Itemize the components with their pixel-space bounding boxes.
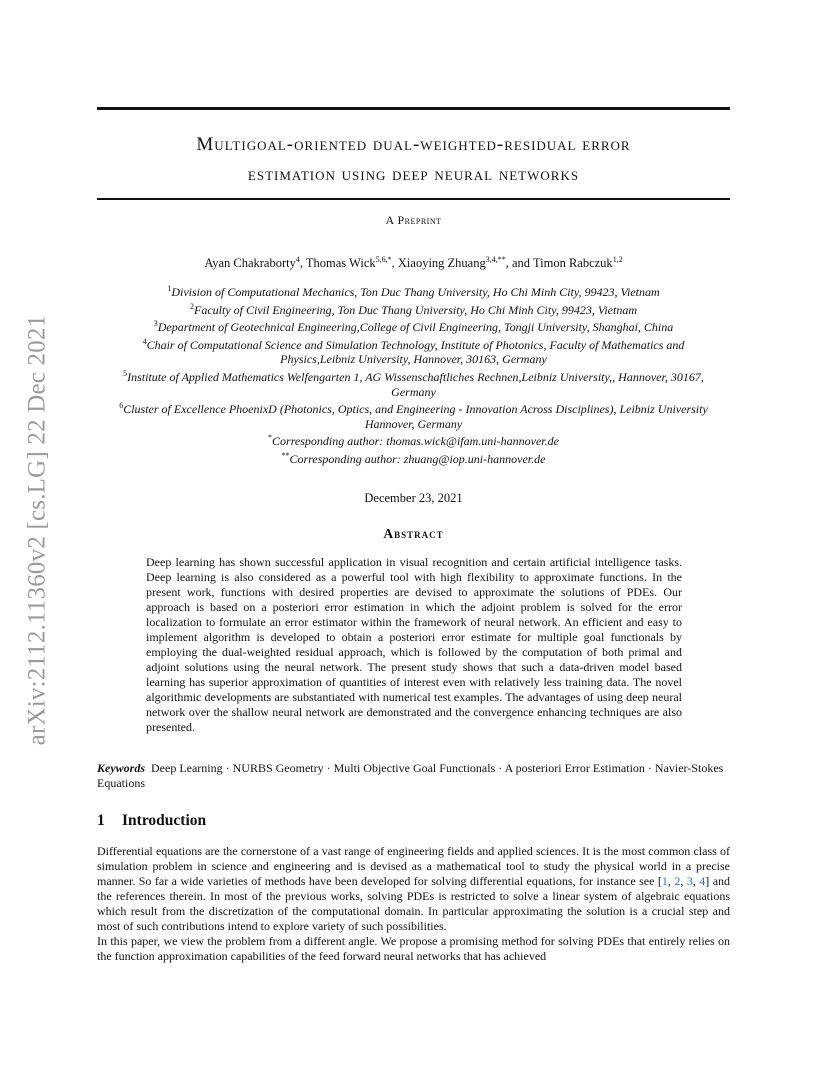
keywords	[97, 761, 730, 791]
arxiv-identifier-text: arXiv:2112.11360v2 [cs.LG] 22 Dec 2021	[23, 314, 51, 746]
affiliation	[105, 335, 722, 367]
keywords-text: Deep Learning · NURBS Geometry · Multi Objective Goal Functionals · A posteriori Error Estimation · Navier-Stokes Equations	[97, 761, 724, 790]
affiliation-marker: *	[268, 433, 273, 443]
author-name: Ayan Chakraborty	[204, 256, 296, 271]
section-title: Introduction	[122, 812, 207, 829]
abstract-heading: Abstract	[383, 526, 444, 541]
title-bottom-rule	[97, 198, 730, 200]
title-top-rule	[97, 107, 730, 110]
affiliation-text: Chair of Computational Science and Simulation Technology, Institute of Photonics, Faculty of Mathematics and Physics,Leibniz University, Hannover, 30163, Germany	[146, 337, 685, 367]
affiliation-marker: 3	[153, 319, 158, 329]
corresponding-author-text: Corresponding author: thomas.wick@ifam.uni-hannover.de	[272, 434, 559, 449]
author-superscript: 5,6,*	[375, 255, 392, 264]
affiliation-marker: 5	[123, 368, 128, 378]
citation-link[interactable]: 1	[661, 874, 668, 888]
paragraph-text: ] and the references therein. In most of the previous works, solving PDEs is restricted to solve a linear system of algebraic equations which result from the discretization of the computational domain. In particular approximating the solution is a crucial step and most of such contributions intend to explore variety of such possibilities.	[97, 874, 731, 933]
affiliation	[105, 399, 722, 431]
corresponding-author	[105, 431, 722, 449]
citation-link[interactable]: 3	[686, 874, 693, 888]
affiliation-list	[105, 282, 722, 467]
author-superscript: 3,4,**	[485, 255, 506, 264]
preprint-label: A Preprint	[385, 213, 442, 227]
corresponding-author	[105, 449, 722, 467]
introduction-body	[97, 844, 730, 964]
affiliation-marker: 1	[167, 284, 172, 293]
affiliation	[105, 317, 722, 335]
paragraph-text: Differential equations are the cornerstone of a vast range of engineering fields and applied sciences. It is the most common class of simulation problem in science and engineering and is devised as a mathematical tool to study the physical world in a precise manner. So far a wide varieties of methods have been developed for solving differential equations, for instance see [	[97, 844, 730, 888]
affiliation-text: Faculty of Civil Engineering, Ton Duc Thang University, Ho Chi Minh City, 99423, Vietnam	[194, 302, 637, 317]
section-number: 1	[97, 812, 105, 829]
affiliation-marker: **	[281, 450, 290, 460]
paragraph: Differential equations are the cornerstone of a vast range of engineering fields and applied sciences. It is the most common class of simulation problem in science and engineering and is devised as a mathematical tool to study the physical world in a precise manner. So far a wide varieties of methods have been developed for solving differential equations, for instance see [1, 2, 3, 4] and the references therein. In most of the previous works, solving PDEs is restricted to solve a linear system of algebraic equations which result from the discretization of the computational domain. In particular approximating the solution is a crucial step and most of such contributions intend to explore variety of such possibilities.	[97, 844, 731, 933]
affiliation-marker: 6	[119, 401, 124, 411]
affiliation	[105, 282, 722, 300]
affiliation	[105, 300, 722, 318]
author-separator: , and	[505, 256, 533, 271]
affiliation-marker: 2	[190, 301, 195, 311]
abstract-body: Deep learning has shown successful application in visual recognition and certain artificial intelligence tasks. Deep learning is also considered as a powerful tool with high flexibility to approximate functions. In the present work, functions with desired properties are devised to approximate the solutions of PDEs. Our approach is based on a posteriori error estimation in which the adjoint problem is solved for the error localization to formulate an error estimator within the framework of neural network. An efficient and easy to implement algorithm is developed to obtain a posteriori error estimate for multiple goal functionals by employing the dual-weighted residual approach, which is followed by the computation of both primal and adjoint solutions using the neural network. The present study shows that such a data-driven model based learning has superior approximation of quantities of interest even with relatively less training data. The novel algorithmic developments are substantiated with numerical test examples. The advantages of using deep neural network over the shallow neural network are demonstrated and the convergence enhancing techniques are also presented.	[146, 555, 682, 734]
author-separator: ,	[391, 256, 398, 271]
keywords-label: Keywords	[97, 761, 145, 775]
affiliation	[105, 367, 722, 399]
author-list	[97, 255, 730, 271]
author-superscript: 4	[295, 255, 300, 264]
citation-link[interactable]: 2	[674, 874, 681, 888]
paragraph: In this paper, we view the problem from a different angle. We propose a promising method for solving PDEs that entirely relies on the function approximation capabilities of the feed forward neural networks that has achieved	[97, 934, 730, 963]
affiliation-text: Department of Geotechnical Engineering,College of Civil Engineering, Tongji University, Shanghai, China	[157, 320, 674, 335]
author-separator: ,	[299, 256, 306, 271]
paper-title-line-2: estimation using deep neural networks	[247, 164, 580, 185]
affiliation-text: Institute of Applied Mathematics Welfengarten 1, AG Wissenschaftliches Rechnen,Leibniz University,, Hannover, 30167, Germany	[127, 369, 704, 399]
paper-title	[97, 130, 730, 190]
author-name: Timon Rabczuk	[532, 256, 613, 271]
affiliation-text: Division of Computational Mechanics, Ton Duc Thang University, Ho Chi Minh City, 99423, Vietnam	[171, 285, 660, 299]
author-superscript: 1,2	[612, 255, 623, 264]
author-name: Xiaoying Zhuang	[397, 256, 486, 271]
citation-link[interactable]: 4	[699, 874, 706, 888]
arxiv-identifier-stamp	[22, 290, 52, 770]
corresponding-author-text: Corresponding author: zhuang@iop.uni-hannover.de	[289, 451, 546, 466]
paper-title-line-1: Multigoal-oriented dual-weighted-residual error	[196, 134, 631, 155]
publication-date: December 23, 2021	[364, 491, 463, 505]
affiliation-marker: 4	[142, 336, 147, 346]
section-heading-introduction	[97, 812, 730, 830]
affiliation-text: Cluster of Excellence PhoenixD (Photonics, Optics, and Engineering - Innovation Across Disciplines), Leibniz University Hannover, Germany	[123, 402, 708, 431]
author-name: Thomas Wick	[305, 256, 376, 271]
